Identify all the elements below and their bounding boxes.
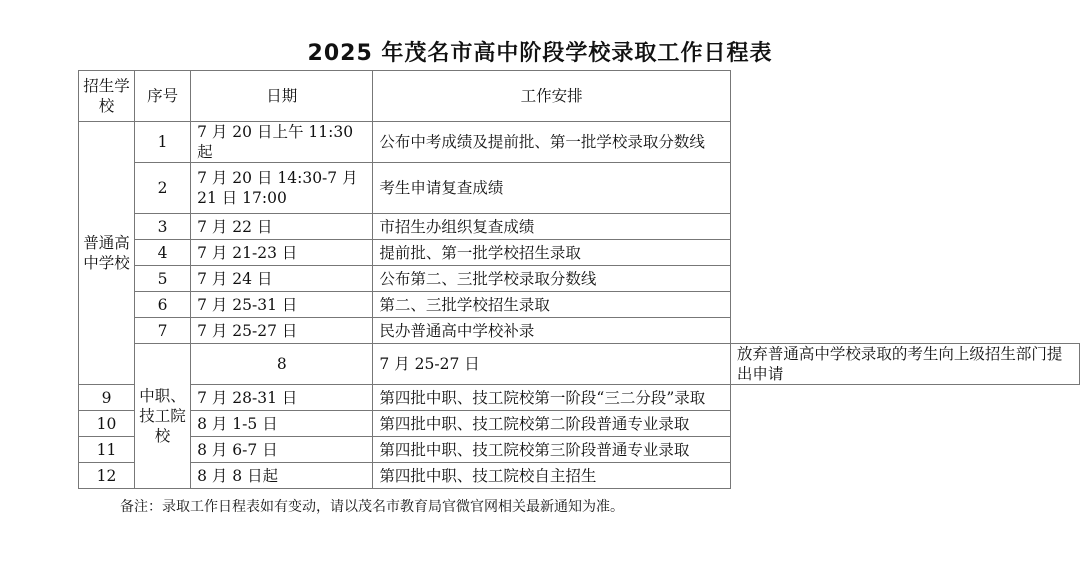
header-date: 日期 [191, 71, 373, 122]
table-row [79, 318, 1080, 344]
row-task: 民办普通高中学校补录 [373, 318, 730, 344]
row-date: 7 月 20 日 14:30-7 月 21 日 17:00 [191, 163, 373, 214]
row-no: 7 [135, 318, 191, 344]
row-no: 11 [79, 437, 135, 463]
row-task: 第四批中职、技工院校第二阶段普通专业录取 [373, 411, 730, 437]
row-task: 公布中考成绩及提前批、第一批学校录取分数线 [373, 122, 730, 163]
row-no: 9 [79, 385, 135, 411]
table-header-row [79, 71, 1080, 122]
header-no: 序号 [135, 71, 191, 122]
table-row [79, 240, 1080, 266]
row-no: 8 [191, 344, 373, 385]
footnote: 备注：录取工作日程表如有变动，请以茂名市教育局官微官网相关最新通知为准。 [120, 499, 624, 515]
row-date: 7 月 24 日 [191, 266, 373, 292]
row-date: 7 月 25-31 日 [191, 292, 373, 318]
row-no: 3 [135, 214, 191, 240]
row-task: 第四批中职、技工院校第三阶段普通专业录取 [373, 437, 730, 463]
table-row [79, 437, 1080, 463]
row-date: 7 月 25-27 日 [191, 318, 373, 344]
row-task: 公布第二、三批学校录取分数线 [373, 266, 730, 292]
row-no: 2 [135, 163, 191, 214]
row-date: 7 月 28-31 日 [191, 385, 373, 411]
row-task: 第四批中职、技工院校第一阶段“三二分段”录取 [373, 385, 730, 411]
row-no: 1 [135, 122, 191, 163]
school-group-cell: 中职、技工院校 [135, 344, 191, 489]
header-school: 招生学校 [79, 71, 135, 122]
row-date: 8 月 1-5 日 [191, 411, 373, 437]
row-no: 5 [135, 266, 191, 292]
table-row [79, 266, 1080, 292]
table-row [79, 214, 1080, 240]
school-group-cell: 普通高中学校 [79, 122, 135, 385]
header-task: 工作安排 [373, 71, 730, 122]
page-title: 2025 年茂名市高中阶段学校录取工作日程表 [307, 41, 773, 66]
schedule-table [78, 70, 1080, 489]
row-task: 第二、三批学校招生录取 [373, 292, 730, 318]
row-no: 6 [135, 292, 191, 318]
table-row [79, 122, 1080, 163]
table-row [79, 463, 1080, 489]
row-date: 7 月 25-27 日 [373, 344, 730, 385]
table-row [79, 344, 1080, 385]
row-date: 7 月 21-23 日 [191, 240, 373, 266]
row-no: 4 [135, 240, 191, 266]
row-task: 市招生办组织复查成绩 [373, 214, 730, 240]
row-task: 第四批中职、技工院校自主招生 [373, 463, 730, 489]
table-row [79, 385, 1080, 411]
row-task: 提前批、第一批学校招生录取 [373, 240, 730, 266]
table-row [79, 411, 1080, 437]
row-no: 12 [79, 463, 135, 489]
table-row [79, 163, 1080, 214]
row-task: 考生申请复查成绩 [373, 163, 730, 214]
row-no: 10 [79, 411, 135, 437]
row-date: 7 月 20 日上午 11:30 起 [191, 122, 373, 163]
row-date: 8 月 6-7 日 [191, 437, 373, 463]
table-row [79, 292, 1080, 318]
row-date: 7 月 22 日 [191, 214, 373, 240]
row-date: 8 月 8 日起 [191, 463, 373, 489]
row-task: 放弃普通高中学校录取的考生向上级招生部门提出申请 [730, 344, 1079, 385]
